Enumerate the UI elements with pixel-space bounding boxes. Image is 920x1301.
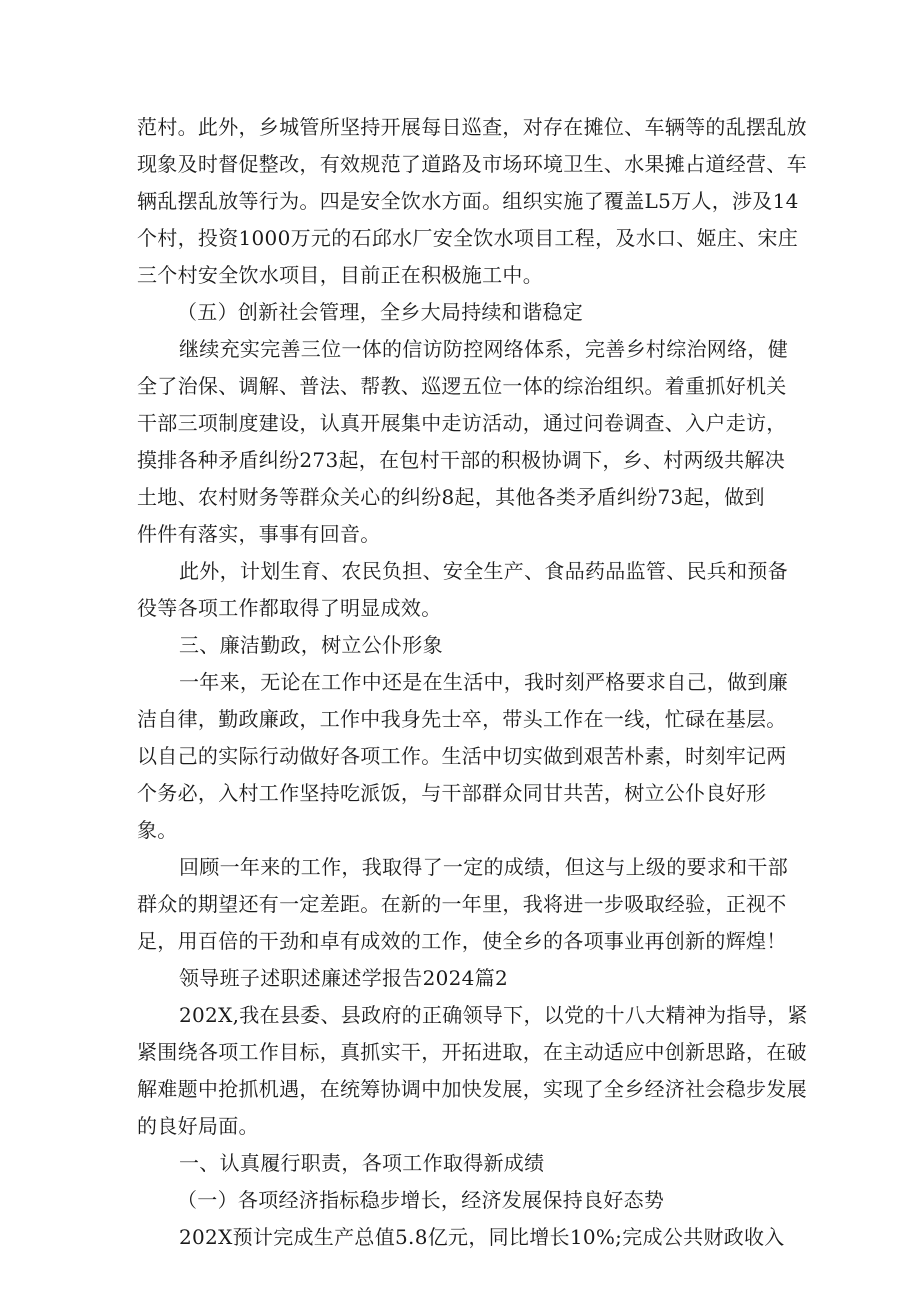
text-line: 解难题中抢抓机遇，在统筹协调中加快发展，实现了全乡经济社会稳步发展	[137, 1077, 807, 1101]
text-line: 役等各项工作都取得了明显成效。	[137, 596, 442, 620]
text-line: 的良好局面。	[137, 1114, 259, 1138]
report-title: 领导班子述职述廉述学报告2024篇2	[179, 966, 509, 990]
text-line: 土地、农村财务等群众关心的纠纷8起，其他各类矛盾纠纷73起，做到	[137, 485, 765, 509]
text-line: 个务必，入村工作坚持吃派饭，与干部群众同甘共苦，树立公仆良好形	[137, 781, 767, 805]
text-line: 辆乱摆乱放等行为。四是安全饮水方面。组织实施了覆盖L5万人，涉及14	[137, 189, 799, 213]
text-line: 紧围绕各项工作目标，真抓实干，开拓进取，在主动适应中创新思路，在破	[137, 1040, 807, 1064]
text-line: 三个村安全饮水项目，目前正在积极施工中。	[137, 263, 543, 287]
section-heading: （一）各项经济指标稳步增长，经济发展保持良好态势	[177, 1188, 665, 1212]
text-line: 干部三项制度建设，认真开展集中走访活动，通过问卷调查、入户走访，	[137, 411, 787, 435]
text-line: 以自己的实际行动做好各项工作。生活中切实做到艰苦朴素，时刻牢记两	[137, 744, 787, 768]
text-line: 202X预计完成生产总值5.8亿元，同比增长10%;完成公共财政收入	[179, 1225, 785, 1249]
text-line: 回顾一年来的工作，我取得了一定的成绩，但这与上级的要求和干部	[179, 855, 788, 879]
text-line: 件件有落实，事事有回音。	[137, 522, 381, 546]
section-heading: 一、认真履行职责，各项工作取得新成绩	[179, 1151, 545, 1175]
text-line: 全了治保、调解、普法、帮教、巡逻五位一体的综治组织。着重抓好机关	[137, 374, 787, 398]
text-line: 洁自律，勤政廉政，工作中我身先士卒，带头工作在一线，忙碌在基层。	[137, 707, 787, 731]
text-line: 象。	[137, 818, 178, 842]
section-heading: 三、廉洁勤政，树立公仆形象	[179, 633, 443, 657]
text-line: 202X,我在县委、县政府的正确领导下，以党的十八大精神为指导，紧	[179, 1003, 808, 1027]
text-line: 群众的期望还有一定差距。在新的一年里，我将进一步吸取经验，正视不	[137, 892, 787, 916]
text-line: 足，用百倍的干劲和卓有成效的工作，使全乡的各项事业再创新的辉煌！	[137, 929, 787, 953]
section-heading: （五）创新社会管理，全乡大局持续和谐稳定	[177, 300, 583, 324]
text-line: 现象及时督促整改，有效规范了道路及市场环境卫生、水果摊占道经营、车	[137, 152, 807, 176]
text-line: 此外，计划生育、农民负担、安全生产、食品药品监管、民兵和预备	[179, 559, 788, 583]
text-line: 摸排各种矛盾纠纷273起，在包村干部的积极协调下，乡、村两级共解决	[137, 448, 786, 472]
text-line: 范村。此外，乡城管所坚持开展每日巡查，对存在摊位、车辆等的乱摆乱放	[137, 115, 807, 139]
text-line: 个村，投资1000万元的石邱水厂安全饮水项目工程，及水口、姬庄、宋庄	[137, 226, 799, 250]
text-line: 一年来，无论在工作中还是在生活中，我时刻严格要求自己，做到廉	[179, 670, 788, 694]
text-line: 继续充实完善三位一体的信访防控网络体系，完善乡村综治网络，健	[179, 337, 788, 361]
